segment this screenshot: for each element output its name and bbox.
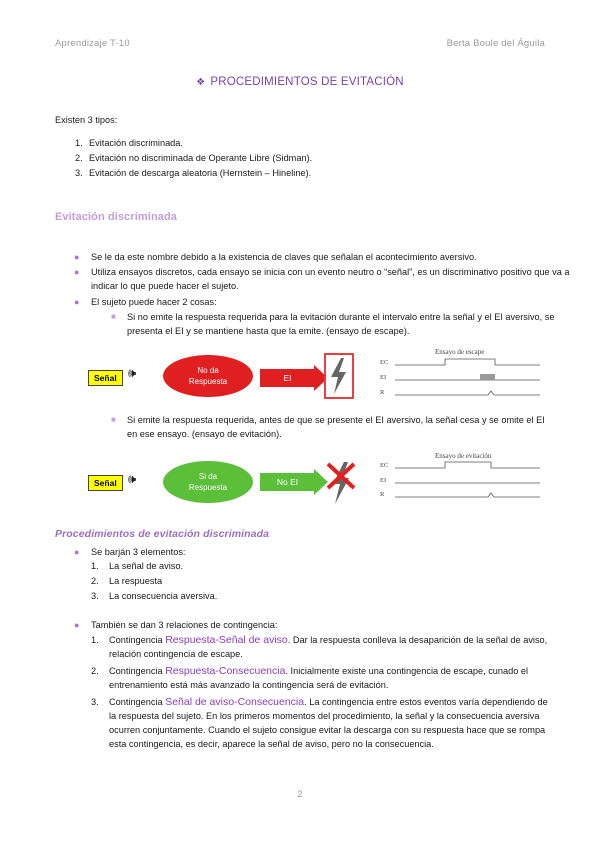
lightning-crossed-icon	[324, 458, 360, 506]
sub-bullet-item: ■ Si no emite la respuesta requerida para la evitación durante el intervalo entre la señal y el EI aversivo, se presenta el EI y se mantiene hasta que la emite. (ensayo de escape).	[111, 312, 555, 336]
list-item: 3. La consecuencia aversiva.	[91, 591, 218, 601]
trace-label-r: R	[380, 389, 385, 396]
list-item: 1. Contingencia Respuesta-Señal de aviso. Dar la respuesta conlleva la desaparición de la señal de aviso, relación contingencia de escape.	[91, 634, 548, 659]
shock-blocked	[324, 458, 360, 506]
intro-text: Existen 3 tipos:	[55, 115, 118, 125]
list-item: 1. Evitación discriminada.	[75, 138, 183, 148]
shock-box	[324, 353, 354, 399]
lightning-icon	[326, 355, 352, 397]
arrow-ei: EI	[260, 369, 315, 387]
bullet-icon: ●	[74, 547, 80, 557]
trace-label-ec: EC	[380, 462, 389, 469]
bullet-icon: ●	[74, 267, 80, 277]
diamond-icon: ❖	[196, 77, 206, 88]
bullet-item: ● Utiliza ensayos discretos, cada ensayo se inicia con un evento neutro o “señal”, es un discriminativo positivo que va a indicar lo que puede hacer el sujeto.	[74, 267, 570, 291]
oval-response: Si da Respuesta	[163, 461, 253, 503]
page-title-text: PROCEDIMIENTOS DE EVITACIÓN	[210, 76, 404, 88]
list-item: 1. La señal de aviso.	[91, 561, 184, 571]
types-list	[75, 136, 312, 181]
list-item: 2. Evitación no discriminada de Operante Libre (Sidman).	[75, 153, 313, 163]
sub-bullet-item: ■ Si emite la respuesta requerida, antes de que se presente el EI aversivo, la señal cesa y se omite el EI en ese ensayo. (ensayo de evitación).	[111, 415, 545, 439]
page-title	[0, 76, 600, 88]
bullet-item: ● Se barján 3 elementos:	[74, 547, 186, 557]
trace-label-ei: EI	[380, 374, 387, 381]
header-left: Aprendizaje T-10	[55, 38, 130, 49]
trace-label-r: R	[380, 491, 385, 498]
oval-no-response: No da Respuesta	[163, 355, 253, 397]
trace-title: Ensayo de evitación	[435, 452, 492, 460]
bullet-icon: ●	[74, 297, 80, 307]
diagram-escape	[80, 345, 540, 402]
list-item: 3. Contingencia Señal de aviso-Consecuencia. La contingencia entre estos eventos varía dependiendo de la respuesta del sujeto. En los primeros momentos del procedimiento, la señal y la consecuencia aversiva ocurren conjuntamente. Cuando el sujeto consigue evitar la descarga con su respuesta hace que se rompa esta contingencia, es decir, aparece la señal de aviso, pero no la consecuencia.	[91, 696, 548, 749]
page-number: 2	[297, 789, 303, 799]
speaker-icon: 🕪	[128, 365, 137, 380]
trace-lines	[395, 353, 540, 399]
bullet-icon: ●	[74, 620, 80, 630]
bullet-icon: ●	[74, 252, 80, 262]
diagram-avoidance	[80, 452, 540, 510]
arrow-no-ei: No EI	[260, 473, 315, 491]
bullet-item: ● Se le da este nombre debido a la existencia de claves que señalan el acontecimiento aversivo.	[74, 252, 477, 262]
trace-lines	[395, 456, 540, 502]
square-bullet-icon: ■	[111, 312, 116, 321]
bullet-item: ● También se dan 3 relaciones de contingencia:	[74, 620, 278, 630]
square-bullet-icon: ■	[111, 415, 116, 424]
section-heading-procedimientos: Procedimientos de evitación discriminada	[55, 528, 270, 540]
list-item: 2. Contingencia Respuesta-Consecuencia. Inicialmente existe una contingencia de escape, cunado el entrenamiento está más avanzado la contingencia será de evitación.	[91, 665, 529, 690]
speaker-icon: 🕪	[128, 471, 137, 486]
trace-title: Ensayo de escape	[435, 348, 485, 356]
trace-label-ec: EC	[380, 359, 389, 366]
bullet-item: ● El sujeto puede hacer 2 cosas:	[74, 297, 217, 307]
section-heading-evitacion-discriminada: Evitación discriminada	[55, 211, 178, 223]
list-item: 3. Evitación de descarga aleatoria (Hernstein – Hineline).	[75, 168, 312, 178]
signal-box: Señal	[88, 370, 123, 386]
signal-box: Señal	[88, 475, 123, 491]
trace-label-ei: EI	[380, 477, 387, 484]
header-right: Berta Boule del Águila	[446, 38, 545, 49]
list-item: 2. La respuesta	[91, 576, 163, 586]
